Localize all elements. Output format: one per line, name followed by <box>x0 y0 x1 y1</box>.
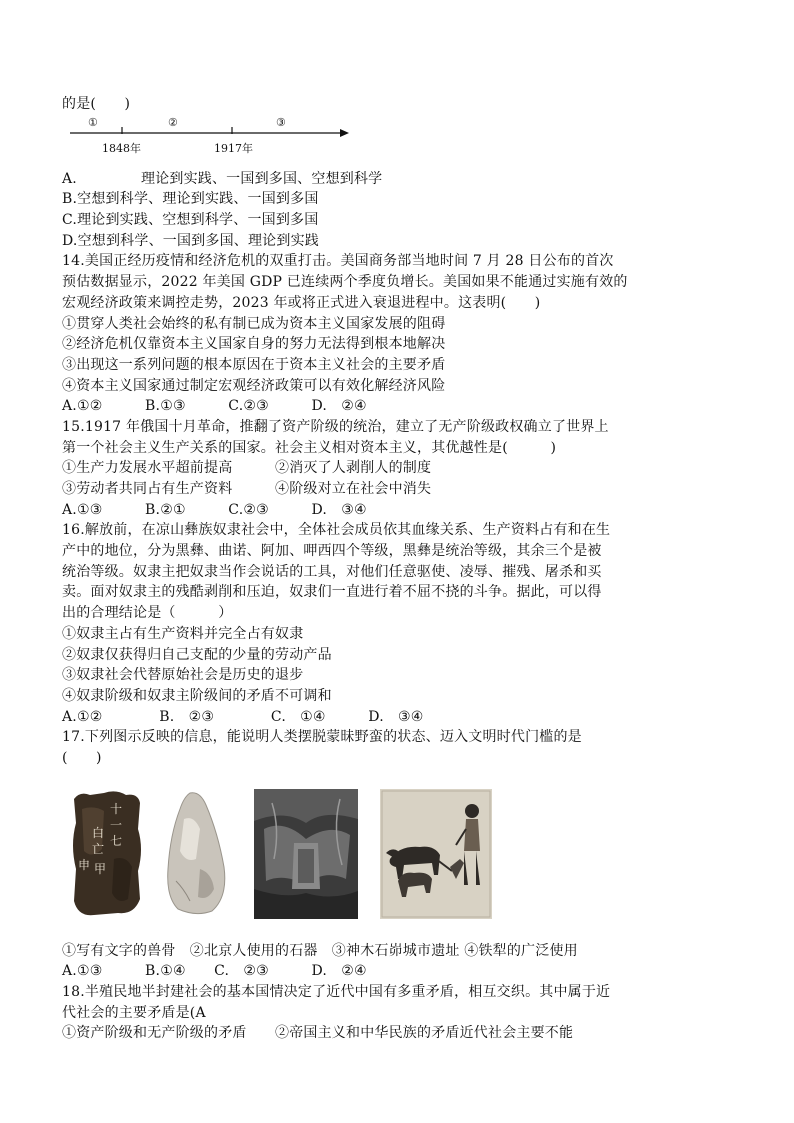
q14-stem-line-1: 14.美国正经历疫情和经济危机的双重打击。美国商务部当地时间 7 月 28 日公布的首次 <box>62 253 614 270</box>
iron-plough-image <box>380 789 492 919</box>
q14-item-2: ②经济危机仅靠资本主义国家自身的努力无法得到根本地解决 <box>62 336 446 353</box>
q13-timeline <box>62 117 692 161</box>
bone-char-7: 申 <box>78 857 91 872</box>
timeline-segment-1: ① <box>88 115 98 129</box>
q14-stem-line-3: 宏观经济政策来调控走势，2023 年或将正式进入衰退进程中。这表明( ) <box>62 294 541 311</box>
timeline-segment-3: ③ <box>276 115 286 129</box>
q17-image-row <box>62 789 692 929</box>
q13-stem-tail: 的是( ) <box>62 96 131 112</box>
q14-options: A.①② B.①③ C.②③ D. ②④ <box>62 398 367 415</box>
q17-image-captions: ①写有文字的兽骨 ②北京人使用的石器 ③神木石峁城市遗址 ④铁犁的广泛使用 <box>62 942 578 959</box>
exam-page <box>62 94 692 1044</box>
bone-char-1: 十 <box>110 801 123 816</box>
q14-item-1: ①贯穿人类社会始终的私有制已成为资本主义国家发展的阻碍 <box>62 315 446 332</box>
q16-stem-line-4: 卖。面对奴隶主的残酷剥削和压迫，奴隶们一直进行着不屈不挠的斗争。据此，可以得 <box>62 584 602 601</box>
q16-stem-line-5: 出的合理结论是（ ） <box>62 605 233 622</box>
q16-item-1: ①奴隶主占有生产资料并完全占有奴隶 <box>62 625 304 642</box>
q14-stem-line-2: 预估数据显示，2022 年美国 GDP 已连续两个季度负增长。美国如果不能通过实施有效的 <box>62 274 628 291</box>
q15-item-1: ①生产力发展水平超前提高 ②消灭了人剥削人的制度 <box>62 460 432 477</box>
bone-char-5: 亡 <box>92 841 105 856</box>
timeline-segment-2: ② <box>168 115 178 129</box>
timeline-year-1848: 1848年 <box>102 141 141 155</box>
bone-char-6: 甲 <box>94 861 107 876</box>
q15-stem-line-1: 15.1917 年俄国十月革命，推翻了资产阶级的统治，建立了无产阶级政权确立了世界上 <box>62 418 609 435</box>
stone-tool-image <box>160 789 232 919</box>
q16-options: A.①② B. ②③ C. ①④ D. ③④ <box>62 708 424 725</box>
option-a-text: 理论到实践、一国到多国、空想到科学 <box>140 170 383 187</box>
q16-stem-line-2: 产中的地位，分为黑彝、曲诺、阿加、呷西四个等级，黑彝是统治等级，其余三个是被 <box>62 543 602 560</box>
q18-item-1: ①资产阶级和无产阶级的矛盾 ②帝国主义和中华民族的矛盾近代社会主要不能 <box>62 1025 574 1042</box>
q18-stem-line-2: 代社会的主要矛盾是(A <box>62 1004 206 1021</box>
option-a-prefix: A. <box>62 170 77 187</box>
q14-item-4: ④资本主义国家通过制定宏观经济政策可以有效化解经济风险 <box>62 377 446 394</box>
q16-item-3: ③奴隶社会代替原始社会是历史的退步 <box>62 667 304 684</box>
q13-option-c: C.理论到实践、空想到科学、一国到多国 <box>62 212 319 229</box>
q16-item-2: ②奴隶仅获得归自己支配的少量的劳动产品 <box>62 646 332 663</box>
q17-stem-line-2: ( ) <box>62 749 102 766</box>
q15-item-2: ③劳动者共同占有生产资料 ④阶级对立在社会中消失 <box>62 481 432 497</box>
q13-option-b: B.空想到科学、理论到实践、一国到多国 <box>62 191 319 208</box>
q13-option-d: D.空想到科学、一国到多国、理论到实践 <box>62 232 319 249</box>
q13-option-a <box>62 169 692 190</box>
q16-stem-line-1: 16.解放前，在凉山彝族奴隶社会中，全体社会成员依其血缘关系、生产资料占有和在生 <box>62 522 611 539</box>
bone-char-4: 白 <box>92 825 105 840</box>
q17-stem-line-1: 17.下列图示反映的信息，能说明人类摆脱蒙昧野蛮的状态、迈入文明时代门槛的是 <box>62 729 582 746</box>
q18-stem-line-1: 18.半殖民地半封建社会的基本国情决定了近代中国有多重矛盾，相互交织。其中属于近 <box>62 984 611 1000</box>
q15-options: A.①③ B.②① C.②③ D. ③④ <box>62 501 367 518</box>
q14-item-3: ③出现这一系列问题的根本原因在于资本主义社会的主要矛盾 <box>62 356 446 373</box>
timeline-year-1917: 1917年 <box>214 141 253 155</box>
q16-stem-line-3: 统治等级。奴隶主把奴隶当作会说话的工具，对他们任意驱使、凌辱、摧残、屠杀和买 <box>62 563 602 580</box>
q16-item-4: ④奴隶阶级和奴隶主阶级间的矛盾不可调和 <box>62 687 332 704</box>
bone-char-3: 七 <box>110 833 123 848</box>
bone-char-2: 一 <box>110 817 123 832</box>
inscribed-bone-image <box>64 789 148 919</box>
q15-stem-line-2: 第一个社会主义生产关系的国家。社会主义相对资本主义，其优越性是( ) <box>62 439 557 456</box>
q17-options: A.①③ B.①④ C. ②③ D. ②④ <box>62 963 367 980</box>
city-ruins-image <box>254 789 358 919</box>
